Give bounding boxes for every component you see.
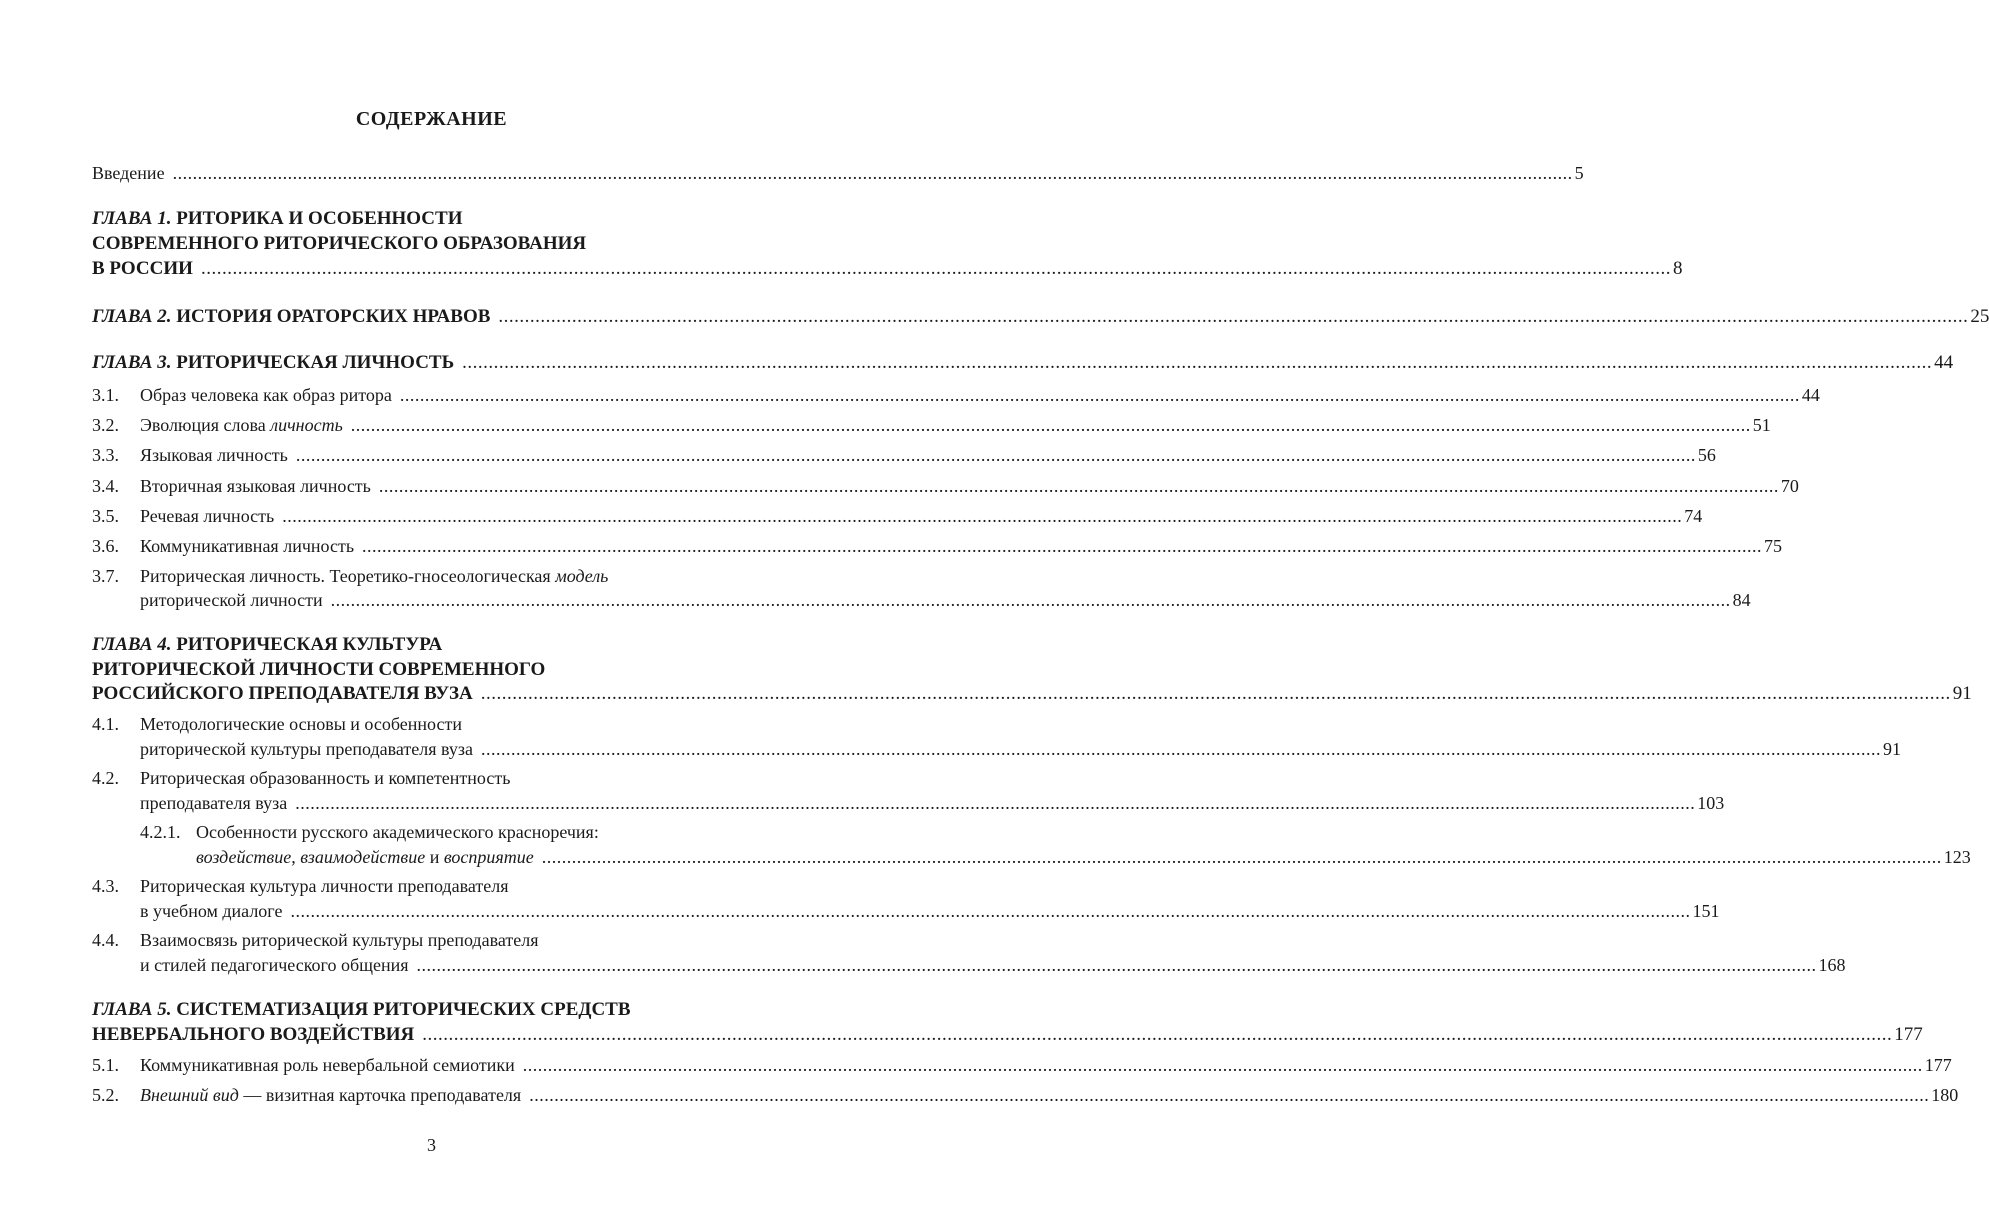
section-number: 3.5. (92, 506, 119, 526)
toc-entry-4-4[interactable] (140, 954, 1846, 976)
section-title-italic: модель (555, 566, 609, 586)
toc-entry-chapter-5[interactable] (92, 1024, 1923, 1046)
chapter-prefix: ГЛАВА 2. (92, 306, 172, 327)
chapter-prefix: ГЛАВА 5. (92, 999, 172, 1020)
section-number: 5.1. (92, 1055, 119, 1075)
toc-entry-4-3[interactable] (140, 900, 1720, 922)
section-number: 3.7. (92, 566, 119, 586)
dot-leader (481, 738, 1881, 760)
toc-entry-5-2[interactable] (92, 1084, 1959, 1106)
section-title-text: Особенности русского академического красноречия: (196, 822, 599, 842)
toc-entry-3-1[interactable] (92, 384, 1820, 406)
section-title-text: Риторическая образованность и компетентность (140, 768, 511, 788)
entry-page: 56 (1697, 445, 1716, 465)
toc-entry-4-1-line-1[interactable] (92, 713, 462, 735)
toc-entry-3-4[interactable] (92, 475, 1799, 497)
toc-entry-4-1[interactable] (140, 738, 1902, 760)
entry-page: 84 (1732, 590, 1751, 610)
toc-entry-4-2[interactable] (140, 792, 1725, 814)
entry-page: 44 (1934, 352, 1954, 373)
toc-entry-5-1[interactable] (92, 1054, 1952, 1076)
chapter-title: РИТОРИЧЕСКАЯ КУЛЬТУРА (176, 634, 443, 655)
section-number: 4.3. (92, 876, 119, 896)
toc-entry-chapter-1[interactable] (92, 258, 1683, 280)
section-title-cont (196, 846, 534, 868)
section-title (140, 1084, 521, 1106)
section-title-cont: риторической личности (140, 590, 323, 610)
section-number: 4.2. (92, 768, 119, 788)
page-number: 3 (427, 1135, 436, 1155)
section-number: 3.4. (92, 476, 119, 496)
section-title-text: Риторическая личность. Теоретико-гносеологическая (140, 566, 556, 586)
toc-entry-3-6[interactable] (92, 535, 1783, 557)
dot-leader (400, 384, 1800, 406)
chapter-title: РИТОРИЧЕСКАЯ ЛИЧНОСТЬ (176, 352, 455, 373)
chapter-heading (92, 306, 490, 328)
section-title: Вторичная языковая личность (140, 476, 371, 496)
entry-page: 74 (1684, 506, 1703, 526)
entry-page: 123 (1943, 847, 1971, 867)
section-number: 3.1. (92, 385, 119, 405)
entry-page: 75 (1764, 536, 1783, 556)
entry-page: 8 (1672, 258, 1683, 279)
toc-entry-4-4-line-1[interactable] (92, 929, 538, 951)
dot-leader (379, 475, 1779, 497)
section-number: 3.2. (92, 415, 119, 435)
section-title-text: Методологические основы и особенности (140, 714, 462, 734)
chapter-4-heading-line-2: РИТОРИЧЕСКОЙ ЛИЧНОСТИ СОВРЕМЕННОГО (92, 659, 546, 680)
section-number: 4.1. (92, 714, 119, 734)
entry-page: 44 (1801, 385, 1820, 405)
toc-title: СОДЕРЖАНИЕ (355, 108, 508, 130)
chapter-title: РОССИЙСКОГО ПРЕПОДАВАТЕЛЯ ВУЗА (92, 683, 473, 704)
toc-entry-chapter-4[interactable] (92, 683, 1972, 705)
dot-leader (462, 352, 1932, 374)
chapter-title: РИТОРИКА И ОСОБЕННОСТИ (176, 208, 463, 229)
toc-entry-4-2-1[interactable] (196, 846, 1971, 868)
dot-leader (201, 258, 1671, 280)
dot-leader (481, 683, 1951, 705)
section-title (140, 414, 343, 436)
section-title-cont: риторической культуры преподавателя вуза (140, 739, 474, 759)
entry-page: 25 (1970, 306, 1989, 327)
chapter-1-heading-line-2: СОВРЕМЕННОГО РИТОРИЧЕСКОГО ОБРАЗОВАНИЯ (92, 233, 587, 254)
section-title-italic: Внешний вид (140, 1085, 239, 1105)
section-title-text: — визитная карточка преподавателя (238, 1085, 522, 1105)
toc-entry-chapter-3[interactable] (92, 352, 1954, 374)
section-number: 3.6. (92, 536, 119, 556)
chapter-5-heading-line-1[interactable] (92, 999, 631, 1021)
section-title: Образ человека как образ ритора (140, 385, 392, 405)
section-title-text: и (425, 847, 444, 867)
section-title: Речевая личность (140, 506, 275, 526)
dot-leader (173, 162, 1573, 184)
chapter-title: В РОССИИ (92, 258, 193, 279)
section-number: 4.2.1. (140, 822, 181, 842)
section-title: Коммуникативная роль невербальной семиотики (140, 1055, 515, 1075)
entry-page: 180 (1931, 1085, 1959, 1105)
toc-entry-chapter-2[interactable] (92, 306, 1989, 328)
dot-leader (523, 1054, 1923, 1076)
dot-leader (417, 954, 1817, 976)
section-title-text: Риторическая культура личности преподавателя (140, 876, 509, 896)
entry-page: 151 (1692, 901, 1720, 921)
section-title-cont: преподавателя вуза (140, 793, 288, 813)
entry-page: 91 (1883, 739, 1902, 759)
toc-entry-4-2-line-1[interactable] (92, 767, 510, 789)
section-title-text: Взаимосвязь риторической культуры преподавателя (140, 930, 539, 950)
chapter-title: СИСТЕМАТИЗАЦИЯ РИТОРИЧЕСКИХ СРЕДСТВ (176, 999, 631, 1020)
section-title-italic: личность (270, 415, 343, 435)
chapter-prefix: ГЛАВА 4. (92, 634, 172, 655)
section-title-cont: в учебном диалоге (140, 901, 283, 921)
toc-entry-intro[interactable] (92, 162, 1584, 184)
section-title: Коммуникативная личность (140, 536, 355, 556)
section-title-italic: взаимодействие (300, 847, 426, 867)
chapter-prefix: ГЛАВА 3. (92, 352, 172, 373)
entry-page: 91 (1952, 683, 1972, 704)
chapter-title: ИСТОРИЯ ОРАТОРСКИХ НРАВОВ (176, 306, 491, 327)
entry-page: 177 (1924, 1055, 1952, 1075)
toc-entry-3-7-line-1[interactable] (92, 565, 608, 587)
section-number: 3.3. (92, 445, 119, 465)
toc-entry-4-2-1-line-1[interactable] (140, 821, 599, 843)
chapter-heading (92, 352, 454, 374)
chapter-title: НЕВЕРБАЛЬНОГО ВОЗДЕЙСТВИЯ (92, 1024, 415, 1045)
chapter-4-heading-line-1[interactable] (92, 634, 442, 656)
section-title-cont: и стилей педагогического общения (140, 955, 409, 975)
section-title-italic: восприятие (443, 847, 534, 867)
section-number: 5.2. (92, 1085, 119, 1105)
section-title-text: Эволюция слова (140, 415, 271, 435)
entry-page: 5 (1574, 163, 1584, 183)
toc-entry-3-5[interactable] (92, 505, 1703, 527)
toc-entry-3-2[interactable] (92, 414, 1771, 436)
section-title: Языковая личность (140, 445, 288, 465)
toc-entry-4-3-line-1[interactable] (92, 875, 508, 897)
chapter-prefix: ГЛАВА 1. (92, 208, 172, 229)
dot-leader (290, 900, 1690, 922)
dot-leader (422, 1024, 1892, 1046)
entry-label: Введение (92, 163, 165, 183)
section-title-italic: воздействие (196, 847, 292, 867)
dot-leader (331, 589, 1731, 611)
dot-leader (282, 505, 1682, 527)
toc-entry-3-7[interactable] (140, 589, 1751, 611)
entry-page: 177 (1894, 1024, 1923, 1045)
dot-leader (296, 444, 1696, 466)
toc-entry-3-3[interactable] (92, 444, 1716, 466)
entry-page: 51 (1752, 415, 1771, 435)
dot-leader (529, 1084, 1929, 1106)
chapter-1-heading-line-1[interactable] (92, 208, 462, 230)
section-title-text: , (291, 847, 301, 867)
dot-leader (351, 414, 1751, 436)
dot-leader (498, 306, 1968, 328)
dot-leader (542, 846, 1942, 868)
entry-page: 168 (1818, 955, 1846, 975)
dot-leader (295, 792, 1695, 814)
dot-leader (362, 535, 1762, 557)
entry-page: 70 (1780, 476, 1799, 496)
section-number: 4.4. (92, 930, 119, 950)
entry-page: 103 (1697, 793, 1725, 813)
